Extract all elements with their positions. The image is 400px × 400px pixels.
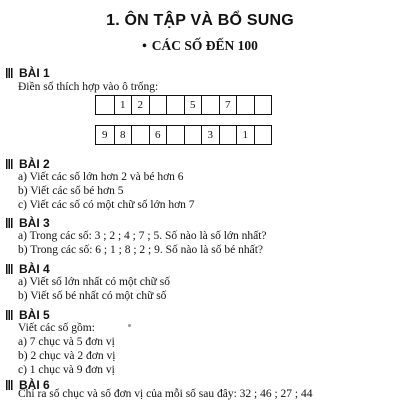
grid-cell[interactable]: 3: [201, 126, 219, 144]
exercise-1-heading: BÀI 1: [6, 66, 50, 80]
exercise-3-line-b: b) Trong các số: 6 ; 1 ; 8 ; 2 ; 9. Số nào là số bé nhất?: [18, 244, 263, 256]
chapter-title: 1. ÔN TẬP VÀ BỔ SUNG: [106, 12, 294, 29]
grid-cell[interactable]: 1: [236, 126, 254, 144]
exercise-6-heading: BÀI 6: [6, 378, 50, 392]
grid-cell[interactable]: [166, 96, 184, 114]
exercise-4-heading: BÀI 4: [6, 262, 50, 276]
exercise-5-line-c: c) 1 chục và 9 đơn vị: [18, 364, 115, 376]
heading-marker-icon: [6, 264, 13, 274]
grid-cell[interactable]: 8: [114, 126, 132, 144]
stray-dot: [128, 324, 131, 327]
bullet-icon: •: [142, 38, 147, 53]
exercise-3-line-a: a) Trong các số: 3 ; 2 ; 4 ; 7 ; 5. Số nào là số lớn nhất?: [18, 230, 267, 242]
grid-cell[interactable]: 1: [114, 96, 132, 114]
grid-cell[interactable]: 9: [102, 129, 108, 141]
exercise-5-heading: BÀI 5: [6, 308, 50, 322]
section-subtitle: [0, 38, 400, 54]
exercise-3-heading: BÀI 3: [6, 216, 50, 230]
grid-cell[interactable]: 5: [184, 96, 202, 114]
grid-cell[interactable]: 7: [219, 96, 237, 114]
heading-marker-icon: [6, 159, 13, 169]
exercise-2-line-b: b) Viết các số bé hơn 5: [18, 185, 124, 197]
grid-cell[interactable]: [184, 126, 202, 144]
exercise-2-line-c: c) Viết các số có một chữ số lớn hơn 7: [18, 199, 195, 211]
grid-cell[interactable]: 6: [149, 126, 167, 144]
heading-marker-icon: [6, 68, 13, 78]
exercise-1-instruction: Điền số thích hợp vào ô trống:: [18, 81, 159, 93]
grid-cell[interactable]: [149, 96, 167, 114]
grid-cell[interactable]: [254, 126, 272, 144]
exercise-5-line-b: b) 2 chục và 2 đơn vị: [18, 350, 116, 362]
exercise-5-intro: Viết các số gồm:: [18, 322, 95, 334]
exercise-5-line-a: a) 7 chục và 5 đơn vị: [18, 336, 115, 348]
heading-marker-icon: [6, 218, 13, 228]
grid-cell[interactable]: [201, 96, 219, 114]
exercise-4-line-a: a) Viết số lớn nhất có một chữ số: [18, 276, 170, 288]
grid-cell[interactable]: 2: [131, 96, 149, 114]
grid-cell[interactable]: [166, 126, 184, 144]
heading-marker-icon: [6, 310, 13, 320]
exercise-4-line-b: b) Viết số bé nhất có một chữ số: [18, 290, 167, 302]
exercise-2-heading: BÀI 2: [6, 157, 50, 171]
grid-cell[interactable]: [254, 96, 272, 114]
number-grid-2: [95, 125, 272, 145]
heading-marker-icon: [6, 380, 13, 390]
grid-cell[interactable]: [219, 126, 237, 144]
subtitle-text: CÁC SỐ ĐẾN 100: [151, 38, 258, 53]
exercise-6-line: Chỉ ra số chục và số đơn vị của mỗi số sau đây: 32 ; 46 ; 27 ; 44: [18, 388, 313, 400]
grid-cell[interactable]: [236, 96, 254, 114]
grid-cell[interactable]: [96, 96, 114, 114]
grid-cell[interactable]: [131, 126, 149, 144]
number-grid-1: [95, 95, 272, 115]
exercise-2-line-a: a) Viết các số lớn hơn 2 và bé hơn 6: [18, 171, 184, 183]
